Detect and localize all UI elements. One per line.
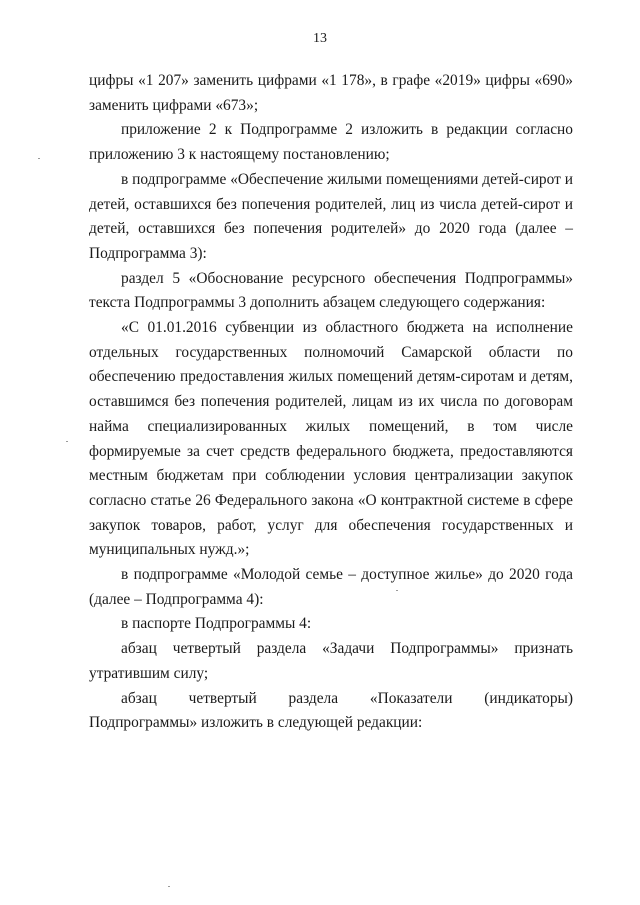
paragraph-subventions-quote: «С 01.01.2016 субвенции из областного бюджета на исполнение отдельных государственных полномочий Самарской области по обеспечению предоставления жилых помещений детям-сиротам и детям, оставшимся без попечения родителей, лицам из их числа по договорам найма специализированных жилых помещений, в том числе формируемые за счет средств федерального бюджета, предоставляются местным бюджетам при соблюдении условия централизации закупок согласно статье 26 Федерального закона «О контрактной системе в сфере закупок товаров, работ, услуг для обеспечения государственных и муниципальных нужд.»; [89, 319, 573, 559]
paragraph-subprogram-4-title: в подпрограмме «Молодой семье – доступное жилье» до 2020 года (далее – Подпрограмма 4): [89, 566, 573, 608]
scan-speck [66, 441, 68, 442]
paragraph-indicators: абзац четвертый раздела «Показатели (индикаторы) Подпрограммы» изложить в следующей редакции: [89, 689, 573, 732]
paragraph-subprogram-3-title: в подпрограмме «Обеспечение жилыми помещениями детей-сирот и детей, оставшихся без попечения родителей, лиц из числа детей-сирот и детей, оставшихся без попечения родителей» до 2020 года (далее – Подпрограмма 3): [89, 170, 573, 262]
scan-speck [168, 886, 170, 887]
paragraph-section-5: раздел 5 «Обоснование ресурсного обеспечения Подпрограммы» текста Подпрограммы 3 дополнить абзацем следующего содержания: [89, 269, 573, 312]
paragraph-digits-replacement: цифры «1 207» заменить цифрами «1 178», в графе «2019» цифры «690» заменить цифрами «673»; [89, 72, 573, 114]
document-body [89, 69, 573, 736]
scan-speck [38, 158, 40, 159]
paragraph-appendix-2: приложение 2 к Подпрограмме 2 изложить в редакции согласно приложению 3 к настоящему постановлению; [89, 121, 573, 164]
paragraph-tasks-void: абзац четвертый раздела «Задачи Подпрограммы» признать утратившим силу; [89, 640, 573, 682]
scan-speck [396, 590, 398, 591]
page-number: 13 [313, 31, 327, 46]
paragraph-passport-4: в паспорте Подпрограммы 4: [121, 615, 312, 633]
